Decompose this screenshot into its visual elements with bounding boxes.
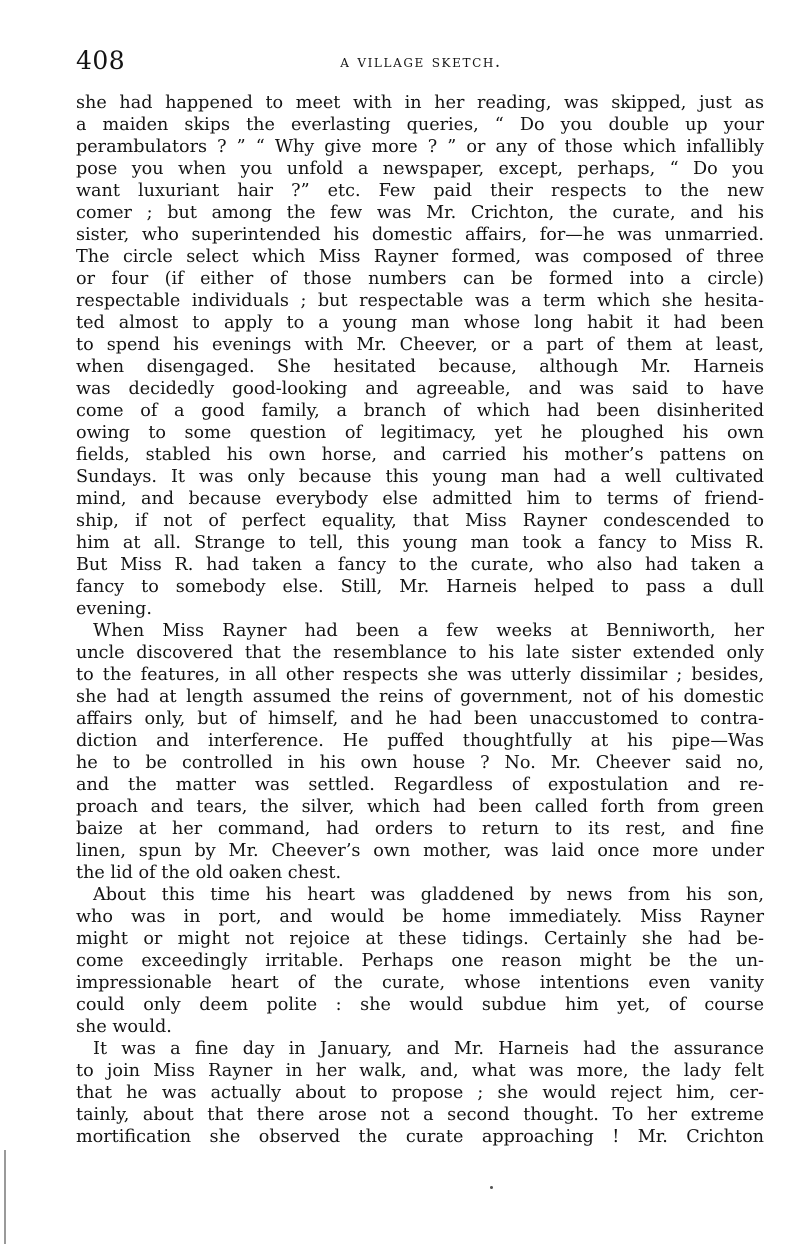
text-line: affairs only, but of himself, and he had been unaccustomed to contra- xyxy=(76,709,764,729)
text-line: who was in port, and would be home immediately. Miss Rayner xyxy=(76,907,764,927)
paragraph-start-line: It was a fine day in January, and Mr. Harneis had the assurance xyxy=(93,1039,764,1059)
text-line: and the matter was settled. Regardless of expostulation and re- xyxy=(76,775,764,795)
scan-edge-mark xyxy=(4,1150,6,1244)
text-line: fancy to somebody else. Still, Mr. Harneis helped to pass a dull xyxy=(76,577,764,597)
text-line: want luxuriant hair ?” etc. Few paid their respects to the new xyxy=(76,181,764,201)
text-line: was decidedly good-looking and agreeable, and was said to have xyxy=(76,379,764,399)
text-line: linen, spun by Mr. Cheever’s own mother, was laid once more under xyxy=(76,841,764,861)
text-line: she had at length assumed the reins of government, not of his domestic xyxy=(76,687,764,707)
text-line: diction and interference. He puffed thoughtfully at his pipe—Was xyxy=(76,731,764,751)
text-line: The circle select which Miss Rayner formed, was composed of three xyxy=(76,247,764,267)
ink-spot xyxy=(490,1186,493,1189)
text-line: respectable individuals ; but respectable was a term which she hesita- xyxy=(76,291,764,311)
text-line: evening. xyxy=(76,599,152,619)
text-line: to join Miss Rayner in her walk, and, what was more, the lady felt xyxy=(76,1061,764,1081)
text-line: ted almost to apply to a young man whose long habit it had been xyxy=(76,313,764,333)
text-line: she would. xyxy=(76,1017,172,1037)
body-text xyxy=(76,92,764,1148)
text-line: mortification she observed the curate approaching ! Mr. Crichton xyxy=(76,1127,764,1147)
text-line: a maiden skips the everlasting queries, “ Do you double up your xyxy=(76,115,764,135)
text-line: when disengaged. She hesitated because, although Mr. Harneis xyxy=(76,357,764,377)
text-line: to the features, in all other respects she was utterly dissimilar ; besides, xyxy=(76,665,764,685)
text-line: owing to some question of legitimacy, yet he ploughed his own xyxy=(76,423,764,443)
text-line: pose you when you unfold a newspaper, except, perhaps, “ Do you xyxy=(76,159,764,179)
text-line: proach and tears, the silver, which had been called forth from green xyxy=(76,797,764,817)
text-line: Sundays. It was only because this young man had a well cultivated xyxy=(76,467,764,487)
page-header xyxy=(76,46,766,76)
text-line: might or might not rejoice at these tidings. Certainly she had be- xyxy=(76,929,764,949)
text-line: comer ; but among the few was Mr. Crichton, the curate, and his xyxy=(76,203,764,223)
text-line: tainly, about that there arose not a second thought. To her extreme xyxy=(76,1105,764,1125)
text-line: she had happened to meet with in her reading, was skipped, just as xyxy=(76,93,764,113)
text-line: ship, if not of perfect equality, that Miss Rayner condescended to xyxy=(76,511,764,531)
page-number: 408 xyxy=(76,46,126,75)
text-line: him at all. Strange to tell, this young man took a fancy to Miss R. xyxy=(76,533,764,553)
text-line: uncle discovered that the resemblance to his late sister extended only xyxy=(76,643,764,663)
text-line: the lid of the old oaken chest. xyxy=(76,863,342,883)
text-line: But Miss R. had taken a fancy to the curate, who also had taken a xyxy=(76,555,764,575)
paragraph-start-line: About this time his heart was gladdened by news from his son, xyxy=(93,885,764,905)
text-line: fields, stabled his own horse, and carried his mother’s pattens on xyxy=(76,445,764,465)
running-title: a village sketch. xyxy=(340,52,502,71)
text-line: baize at her command, had orders to return to its rest, and fine xyxy=(76,819,764,839)
text-line: or four (if either of those numbers can be formed into a circle) xyxy=(76,269,764,289)
text-line: he to be controlled in his own house ? No. Mr. Cheever said no, xyxy=(76,753,764,773)
text-line: to spend his evenings with Mr. Cheever, or a part of them at least, xyxy=(76,335,764,355)
text-line: mind, and because everybody else admitted him to terms of friend- xyxy=(76,489,764,509)
text-line: impressionable heart of the curate, whose intentions even vanity xyxy=(76,973,764,993)
text-line: could only deem polite : she would subdue him yet, of course xyxy=(76,995,764,1015)
text-line: that he was actually about to propose ; she would reject him, cer- xyxy=(76,1083,764,1103)
text-line: sister, who superintended his domestic affairs, for—he was unmarried. xyxy=(76,225,764,245)
paragraph-start-line: When Miss Rayner had been a few weeks at Benniworth, her xyxy=(93,621,764,641)
text-line: come of a good family, a branch of which had been disinherited xyxy=(76,401,764,421)
text-line: come exceedingly irritable. Perhaps one reason might be the un- xyxy=(76,951,764,971)
text-line: perambulators ? ” “ Why give more ? ” or any of those which infallibly xyxy=(76,137,764,157)
